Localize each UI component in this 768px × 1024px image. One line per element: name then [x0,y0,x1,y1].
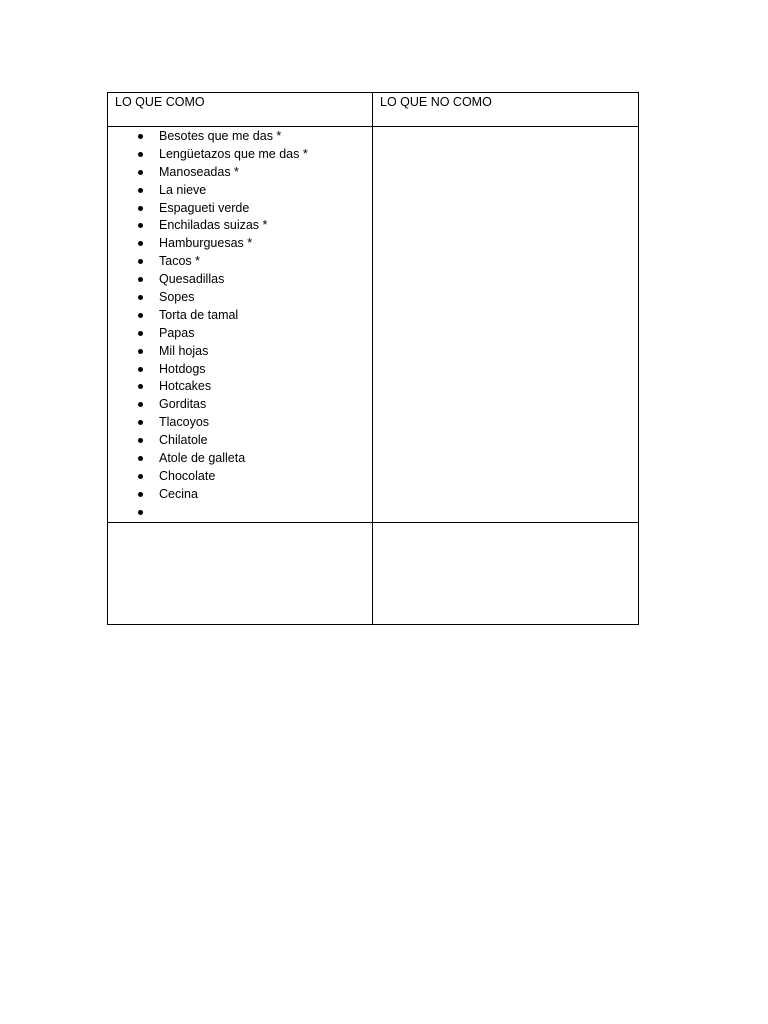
bullet-icon [138,223,143,228]
header-cell-right [373,93,639,127]
list-item-label: Sopes [159,290,195,305]
bullet-icon [138,277,143,282]
list-item [108,378,372,396]
list-item [108,504,372,522]
list-item-label: Chilatole [159,433,208,448]
bullet-icon [138,259,143,264]
list-item-label: Atole de galleta [159,451,246,466]
list-item-label: Hotdogs [159,361,206,376]
table-empty-row [108,522,639,624]
bullet-icon [138,402,143,407]
list-item [108,289,372,307]
food-table [107,92,639,625]
list-item [108,450,372,468]
bullet-icon [138,456,143,461]
bullet-icon [138,367,143,372]
eaten-foods-cell [108,127,373,523]
list-item [108,432,372,450]
list-item-label: Gorditas [159,397,207,412]
list-item-label: Mil hojas [159,343,209,358]
bullet-icon [138,510,143,515]
bullet-icon [138,438,143,443]
list-item [108,200,372,218]
list-item-label: Hamburguesas * [159,236,253,251]
list-item-label: Tlacoyos [159,415,210,430]
bullet-icon [138,134,143,139]
list-item [108,343,372,361]
list-item-label: Espagueti verde [159,200,250,215]
list-item-label: Lengüetazos que me das * [159,146,308,161]
empty-cell-right [373,522,639,624]
list-item-label: Besotes que me das * [159,129,282,143]
not-eaten-foods-cell [373,127,639,523]
bullet-icon [138,152,143,157]
list-item [108,325,372,343]
bullet-icon [138,384,143,389]
list-item [108,468,372,486]
empty-cell-left [108,522,373,624]
list-item [108,253,372,271]
list-item [108,271,372,289]
list-item [108,396,372,414]
table-list-row [108,127,639,523]
list-item [108,235,372,253]
header-right-label: LO QUE NO COMO [380,95,492,109]
table-header-row [108,93,639,127]
list-item-label: Hotcakes [159,379,212,394]
list-item-label: Papas [159,325,195,340]
list-item-label: Manoseadas * [159,164,239,179]
list-item [108,486,372,504]
bullet-icon [138,492,143,497]
list-item-label: Quesadillas [159,272,225,287]
list-item-label: Tacos * [159,254,200,269]
list-item-label: Chocolate [159,468,216,483]
list-item [108,182,372,200]
bullet-icon [138,331,143,336]
bullet-icon [138,295,143,300]
bullet-icon [138,420,143,425]
list-item-label: Enchiladas suizas * [159,218,268,233]
eaten-foods-list [108,127,372,522]
header-left-label: LO QUE COMO [115,95,205,109]
list-item [108,128,372,146]
bullet-icon [138,474,143,479]
list-item [108,414,372,432]
bullet-icon [138,349,143,354]
header-cell-left [108,93,373,127]
bullet-icon [138,241,143,246]
bullet-icon [138,170,143,175]
list-item-label: La nieve [159,182,207,197]
bullet-icon [138,188,143,193]
bullet-icon [138,206,143,211]
list-item [108,361,372,379]
list-item-label: Torta de tamal [159,307,239,322]
list-item-label: Cecina [159,486,198,501]
bullet-icon [138,313,143,318]
list-item [108,164,372,182]
list-item [108,146,372,164]
list-item [108,307,372,325]
list-item [108,217,372,235]
